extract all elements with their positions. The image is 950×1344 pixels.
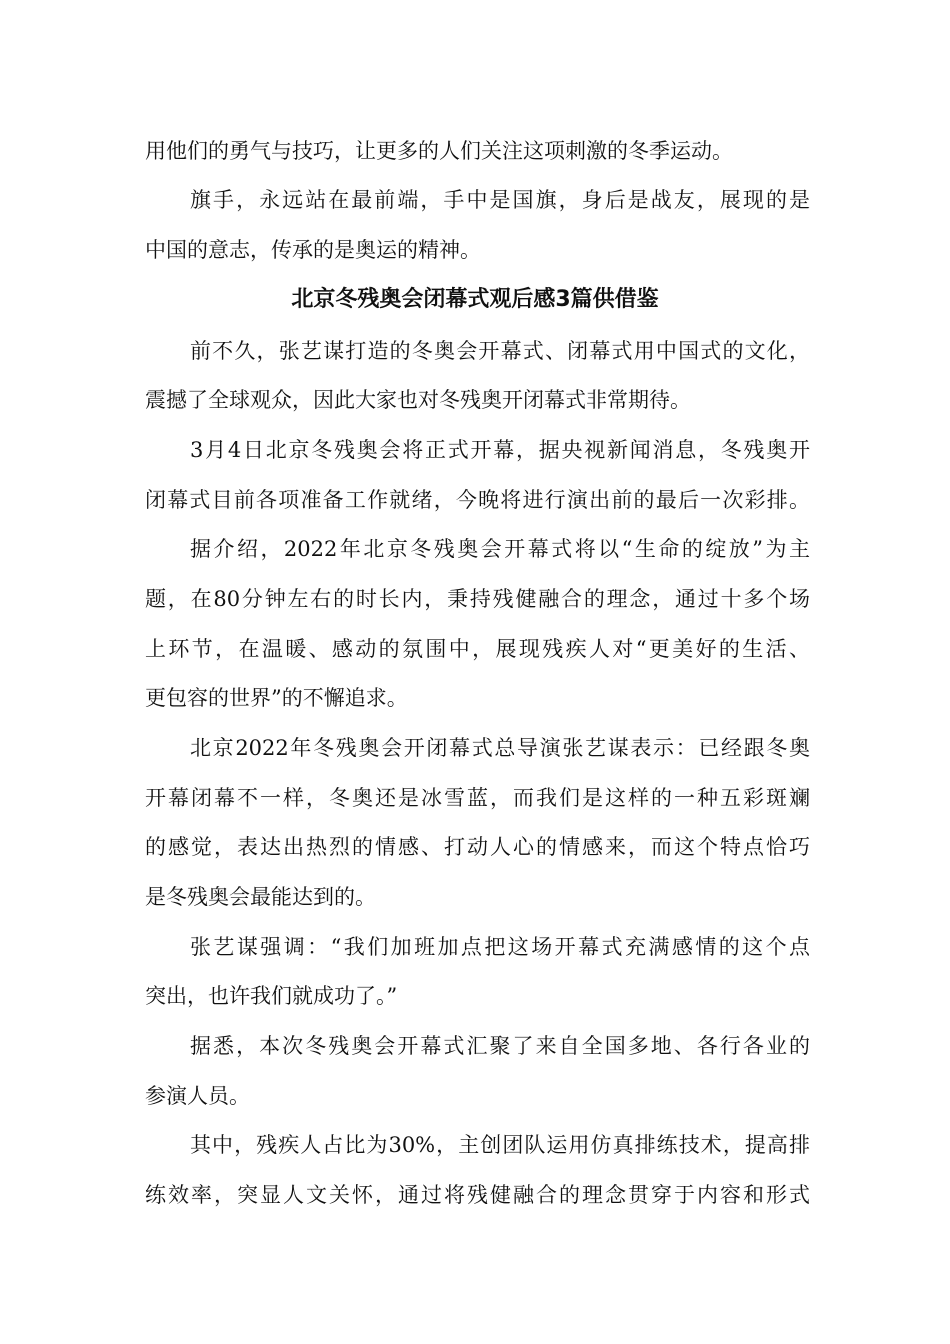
paragraph-line: 用他们的勇气与技巧，让更多的人们关注这项刺激的冬季运动。 — [145, 139, 733, 163]
paragraph-line: 北京2022年冬残奥会开闭幕式总导演张艺谋表示：已经跟冬奥 — [190, 736, 810, 760]
paragraph-line: 上环节，在温暖、感动的氛围中，展现残疾人对“更美好的生活、 — [145, 637, 810, 661]
paragraph-line: 是冬残奥会最能达到的。 — [145, 885, 376, 909]
paragraph-line: 3月4日北京冬残奥会将正式开幕，据央视新闻消息，冬残奥开 — [190, 438, 810, 462]
paragraph-line: 中国的意志，传承的是奥运的精神。 — [145, 238, 481, 262]
paragraph-line: 突出，也许我们就成功了。” — [145, 984, 398, 1008]
paragraph-line: 其中，残疾人占比为30%，主创团队运用仿真排练技术，提高排 — [190, 1133, 810, 1157]
paragraph-line: 前不久，张艺谋打造的冬奥会开幕式、闭幕式用中国式的文化， — [190, 339, 810, 363]
paragraph-line: 闭幕式目前各项准备工作就绪，今晚将进行演出前的最后一次彩排。 — [145, 488, 810, 512]
paragraph-line: 更包容的世界”的不懈追求。 — [145, 686, 408, 710]
paragraph-line: 震撼了全球观众，因此大家也对冬残奥开闭幕式非常期待。 — [145, 388, 691, 412]
paragraph-line: 旗手，永远站在最前端，手中是国旗，身后是战友，展现的是 — [190, 188, 810, 212]
paragraph-line: 的感觉，表达出热烈的情感、打动人心的情感来，而这个特点恰巧 — [145, 835, 810, 859]
paragraph-line: 张艺谋强调：“我们加班加点把这场开幕式充满感情的这个点 — [190, 935, 810, 959]
paragraph-line: 练效率，突显人文关怀，通过将残健融合的理念贯穿于内容和形式 — [145, 1183, 810, 1207]
paragraph-line: 开幕闭幕不一样，冬奥还是冰雪蓝，而我们是这样的一种五彩斑斓 — [145, 786, 810, 810]
section-heading: 北京冬残奥会闭幕式观后感3篇供借鉴 — [291, 287, 659, 312]
paragraph-line: 据介绍，2022年北京冬残奥会开幕式将以“生命的绽放”为主 — [190, 537, 810, 561]
paragraph-line: 题，在80分钟左右的时长内，秉持残健融合的理念，通过十多个场 — [145, 587, 810, 611]
paragraph-line: 参演人员。 — [145, 1084, 250, 1108]
paragraph-line: 据悉，本次冬残奥会开幕式汇聚了来自全国多地、各行各业的 — [190, 1034, 810, 1058]
